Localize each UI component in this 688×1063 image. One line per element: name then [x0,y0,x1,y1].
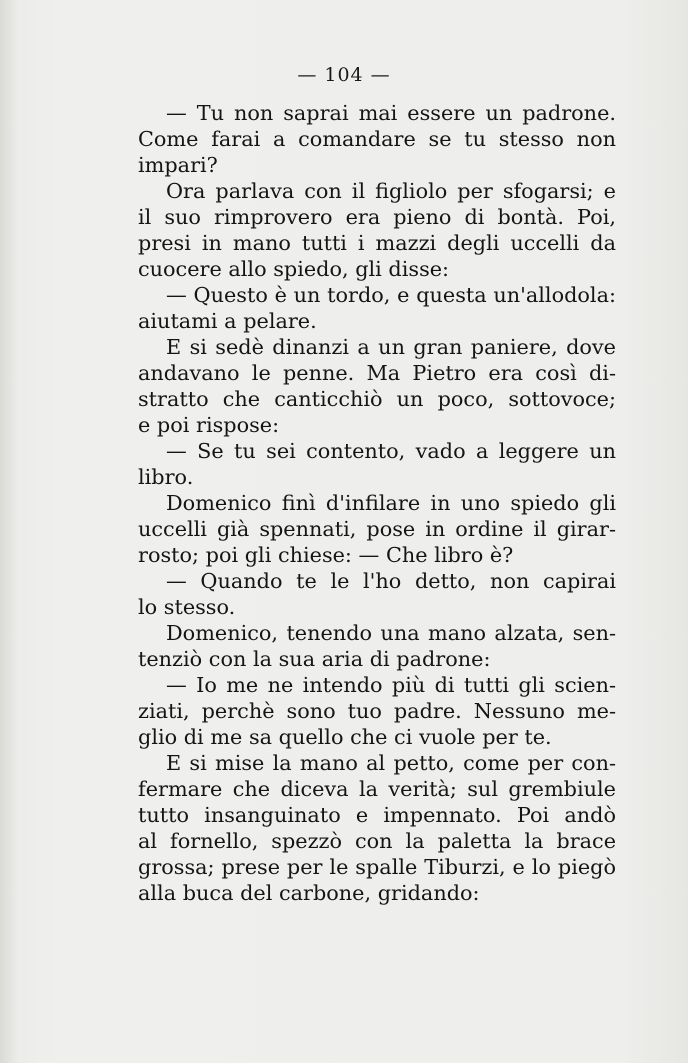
text-line: Domenico finì d'infilare in uno spiedo gli [166,491,616,515]
text-line: ziati, perchè sono tuo padre. Nessuno me- [138,699,616,723]
text-line: — Io me ne intendo più di tutti gli scien- [166,673,616,697]
text-line: E si mise la mano al petto, come per con- [166,751,616,775]
text-line: il suo rimprovero era pieno di bontà. Poi, [138,205,616,229]
text-line: rosto; poi gli chiese: — Che libro è? [138,543,514,567]
text-line: — Se tu sei contento, vado a leggere un [166,439,616,463]
page-number: — 104 — [297,64,391,86]
text-line: tenziò con la sua aria di padrone: [138,647,491,671]
text-line: — Quando te le l'ho detto, non capirai [166,569,616,593]
text-line: grossa; prese per le spalle Tiburzi, e lo piegò [138,855,616,879]
text-line: Come farai a comandare se tu stesso non [138,127,616,151]
text-line: tutto insanguinato e impennato. Poi andò [138,803,616,827]
text-line: al fornello, spezzò con la paletta la brace [138,829,616,853]
text-line: libro. [138,465,194,489]
text-line: aiutami a pelare. [138,309,317,333]
text-line: — Tu non saprai mai essere un padrone. [166,101,616,125]
text-line: Domenico, tenendo una mano alzata, sen- [166,621,616,645]
text-line: lo stesso. [138,595,236,619]
text-line: E si sedè dinanzi a un gran paniere, dove [166,335,616,359]
text-line: uccelli già spennati, pose in ordine il girar- [138,517,616,541]
text-line: Ora parlava con il figliolo per sfogarsi; e [166,179,616,203]
text-line: impari? [138,153,218,177]
text-line: alla buca del carbone, gridando: [138,881,480,905]
text-line: andavano le penne. Ma Pietro era così di- [138,361,616,385]
body-text [138,100,616,906]
text-line: presi in mano tutti i mazzi degli uccelli da [138,231,616,255]
text-line: — Questo è un tordo, e questa un'allodola: [166,283,616,307]
text-line: fermare che diceva la verità; sul grembiule [138,777,616,801]
text-line: cuocere allo spiedo, gli disse: [138,257,450,281]
text-line: stratto che canticchiò un poco, sottovoce; [138,387,616,411]
text-line: glio di me sa quello che ci vuole per te. [138,725,552,749]
text-line: e poi rispose: [138,413,280,437]
